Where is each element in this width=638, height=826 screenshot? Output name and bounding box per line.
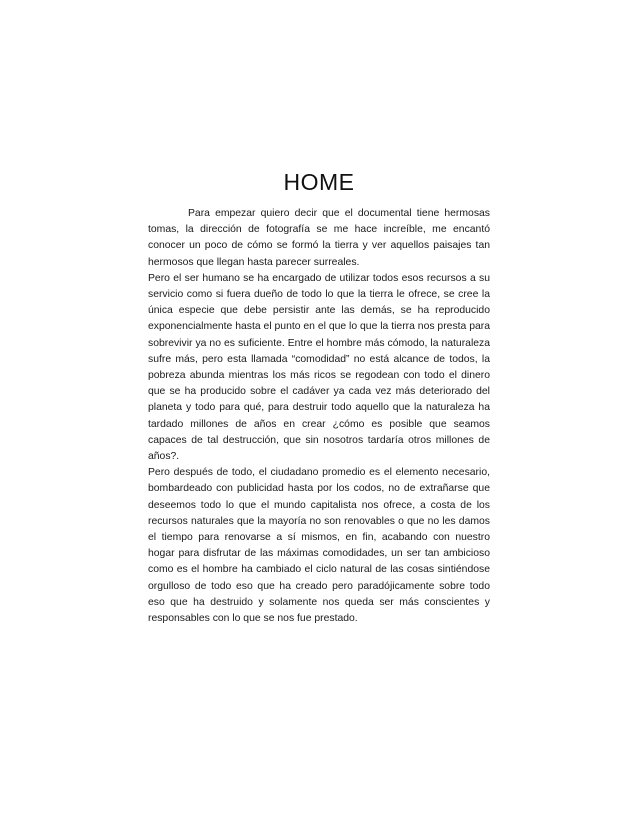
body-paragraph-3: Pero después de todo, el ciudadano promedio es el elemento necesario, bombardeado con publicidad hasta por los codos, no de extrañarse que deseemos todo lo que el mundo capitalista nos ofrece, a costa de los recursos naturales que la mayoría no son renovables o que no les damos el tiempo para renovarse a sí mismos, en fin, acabando con nuestro hogar para disfrutar de las máximas comodidades, un ser tan ambicioso como es el hombre ha cambiado el ciclo natural de las cosas sintiéndose orgulloso de todo eso que ha creado pero paradójicamente sobre todo eso que ha destruido y solamente nos queda ser más conscientes y responsables con lo que se nos fue prestado. [148,467,490,625]
body-paragraph-2: Pero el ser humano se ha encargado de utilizar todos esos recursos a su servicio como si fuera dueño de todo lo que la tierra le ofrece, se cree la única especie que debe persistir ante las demás, se ha reproducido exponencialmente hasta el punto en el que lo que la tierra nos presta para sobrevivir ya no es suficiente. Entre el hombre más cómodo, la naturaleza sufre más, pero esta llamada “comodidad” no está alcance de todos, la pobreza abunda mientras los más ricos se regodean con todo el dinero que se ha producido sobre el cadáver ya cada vez más deteriorado del planeta y todo para qué, para destruir todo aquello que la naturaleza ha tardado millones de años en crear ¿cómo es posible que seamos capaces de tal destrucción, que sin nosotros tardaría otros millones de años?. [148,272,490,463]
body-paragraph-1: Para empezar quiero decir que el documental tiene hermosas tomas, la dirección de fotografía se me hace increíble, me encantó conocer un poco de cómo se formó la tierra y ver aquellos paisajes tan hermosos que llegan hasta parecer surreales. [148,208,490,268]
document-body [148,206,490,627]
document-title: HOME [283,169,355,195]
